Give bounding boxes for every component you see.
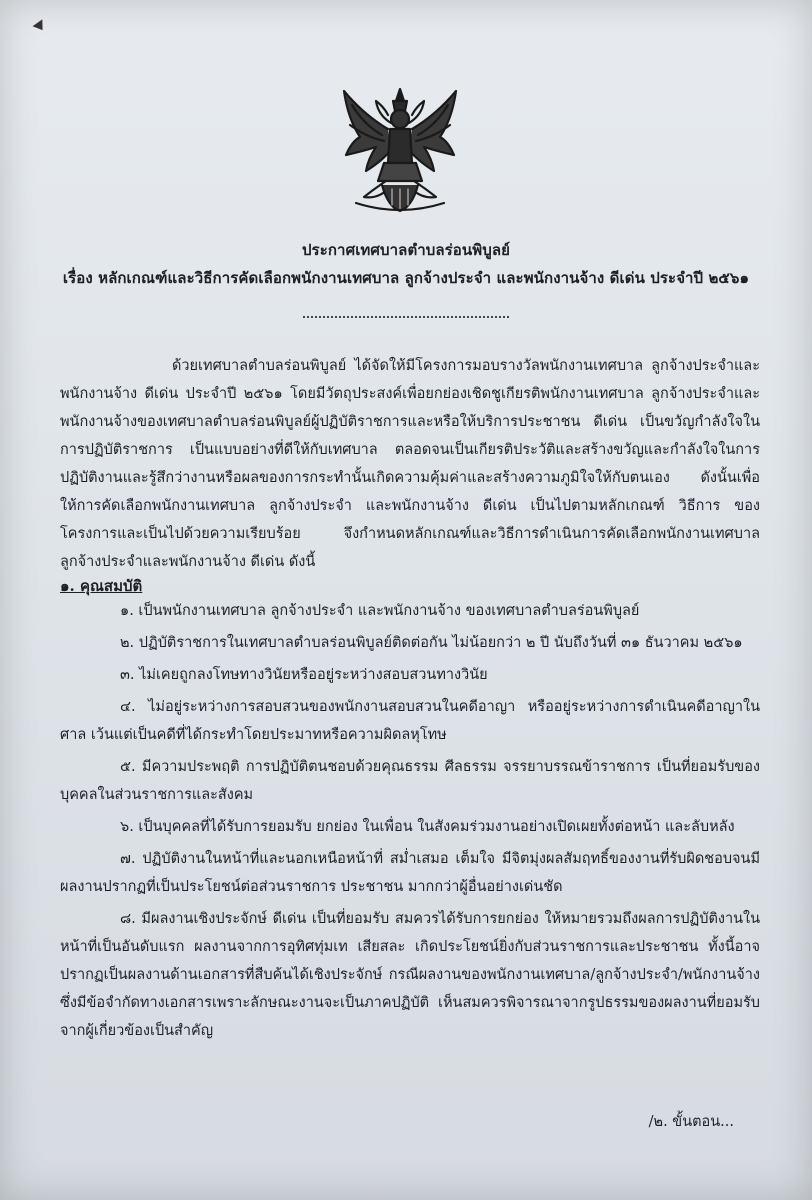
qualification-item: ๔. ไม่อยู่ระหว่างการสอบสวนของพนักงานสอบสวนในคดีอาญา หรืออยู่ระหว่างการดำเนินคดีอาญาในศาล เว้นแต่เป็นคดีที่ได้กระทำโดยประมาทหรือความผิดลหุโทษ: [60, 699, 760, 743]
corner-mark: [33, 19, 48, 33]
qualification-item: ๘. มีผลงานเชิงประจักษ์ ดีเด่น เป็นที่ยอมรับ สมควรได้รับการยกย่อง ให้หมายรวมถึงผลการปฏิบัติงานในหน้าที่เป็นอันดับแรก ผลงานจากการอุทิศทุ่มเท เสียสละ เกิดประโยชน์ยิ่งกับส่วนราชการและประชาชน ทั้งนี้อาจปรากฏเป็นผลงานด้านเอกสารที่สืบค้นได้เชิงประจักษ์ กรณีผลงานของพนักงานเทศบาล/ลูกจ้างประจำ/พนักงานจ้าง ซึ่งมีข้อจำกัดทางเอกสารเพราะลักษณะงานจะเป็นภาคปฏิบัติ เห็นสมควรพิจารณาจากรูปธรรมของผลงานที่ยอมรับจากผู้เกี่ยวข้องเป็นสำคัญ: [60, 911, 760, 1039]
intro-paragraph: ด้วยเทศบาลตำบลร่อนพิบูลย์ ได้จัดให้มีโครงการมอบรางวัลพนักงานเทศบาล ลูกจ้างประจำและพนักงานจ้าง ดีเด่น ประจำปี ๒๕๖๑ โดยมีวัตถุประสงค์เพื่อยกย่องเชิดชูเกียรติพนักงานเทศบาล ลูกจ้างประจำและพนักงานจ้างของเทศบาลตำบลร่อนพิบูลย์ผู้ปฏิบัติราชการและหรือให้บริการประชาชน ดีเด่น เป็นขวัญกำลังใจในการปฏิบัติราชการ เป็นแบบอย่างที่ดีให้กับเทศบาล ตลอดจนเป็นเกียรติประวัติและสร้างขวัญและกำลังใจในการปฏิบัติงานและรู้สึกว่างานหรือผลของการกระทำนั้นเกิดความคุ้มค่าและสร้างความภูมิใจให้กับตนเอง ดังนั้นเพื่อ ให้การคัดเลือกพนักงานเทศบาล ลูกจ้างประจำ และพนักงานจ้าง ดีเด่น เป็นไปตามหลักเกณฑ์ วิธีการ ของโครงการและเป็นไปด้วยความเรียบร้อย จึงกำหนดหลักเกณฑ์และวิธีการดำเนินการคัดเลือกพนักงานเทศบาล ลูกจ้างประจำและพนักงานจ้าง ดีเด่น ดังนี้: [60, 358, 760, 570]
qualification-item: ๕. มีความประพฤติ การปฏิบัติตนชอบด้วยคุณธรรม ศีลธรรม จรรยาบรรณข้าราชการ เป็นที่ยอมรับของบุคคลในส่วนราชการและสังคม: [60, 759, 760, 803]
qualification-item: ๒. ปฏิบัติราชการในเทศบาลตำบลร่อนพิบูลย์ติดต่อกัน ไม่น้อยกว่า ๒ ปี นับถึงวันที่ ๓๑ ธันวาคม ๒๕๖๑: [120, 635, 743, 651]
section-heading-qualifications: ๑. คุณสมบัติ: [60, 577, 143, 595]
subject-title: เรื่อง หลักเกณฑ์และวิธีการคัดเลือกพนักงานเทศบาล ลูกจ้างประจำ และพนักงานจ้าง ดีเด่น ประจำปี ๒๕๖๑: [62, 269, 750, 287]
qualification-item: ๗. ปฏิบัติงานในหน้าที่และนอกเหนือหน้าที่ สม่ำเสมอ เต็มใจ มีจิตมุ่งผลสัมฤทธิ์ของงานที่รับผิดชอบจนมีผลงานปรากฏที่เป็นประโยชน์ต่อส่วนราชการ ประชาชน มากกว่าผู้อื่นอย่างเด่นชัด: [60, 851, 760, 895]
continuation-note: /๒. ขั้นตอน...: [648, 1114, 734, 1130]
intro-section: [60, 352, 760, 576]
issuer-title: ประกาศเทศบาลตำบลร่อนพิบูลย์: [301, 241, 511, 259]
qualification-list: [60, 597, 760, 1049]
garuda-emblem: [338, 85, 462, 213]
qualification-item: ๓. ไม่เคยถูกลงโทษทางวินัยหรืออยู่ระหว่างสอบสวนทางวินัย: [120, 667, 488, 683]
qualification-item: ๖. เป็นบุคคลที่ได้รับการยอมรับ ยกย่อง ในเพื่อน ในสังคมร่วมงานอย่างเปิดเผยทั้งต่อหน้า และลับหลัง: [120, 819, 735, 835]
qualification-item: ๑. เป็นพนักงานเทศบาล ลูกจ้างประจำ และพนักงานจ้าง ของเทศบาลตำบลร่อนพิบูลย์: [120, 603, 640, 619]
title-separator: [303, 316, 509, 318]
